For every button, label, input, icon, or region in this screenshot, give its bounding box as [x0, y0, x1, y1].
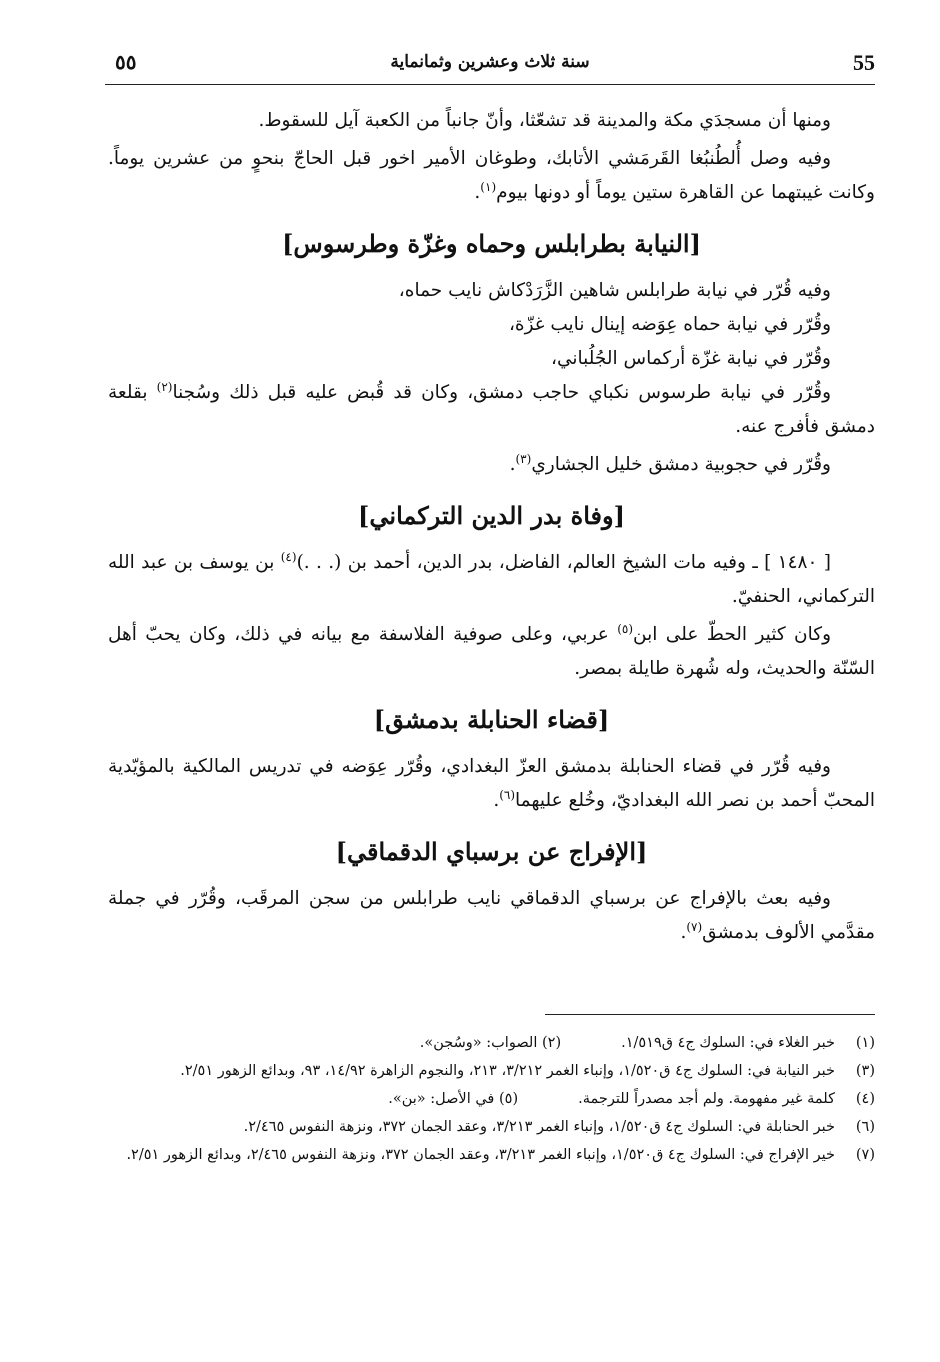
footnote-6: (٦) خبر الحنابلة في: السلوك ج٤ ق١/٥٢٠، وإنباء الغمر ٣/٢١٣، وعقد الجمان ٣٧٢، ونزهة النفوس ٢/٤٦٥.: [243, 1119, 875, 1135]
footnote-ref-7: (٧): [686, 919, 703, 934]
footnote-ref-2: (٢): [156, 379, 173, 394]
footnote-ref-4: (٤): [280, 549, 297, 564]
paragraph-mosques: ومنها أن مسجدَي مكة والمدينة قد تشعّثا، وأنّ جانباً من الكعبة آيل للسقوط.: [258, 110, 831, 131]
footnote-1-2: (١) خبر الغلاء في: السلوك ج٤ ق١/٥١٩.(٢) الصواب: «وسُجن».: [419, 1035, 875, 1051]
running-head-title: سنة ثلاث وعشرين وثمانماية: [390, 52, 590, 72]
running-head: [105, 44, 875, 85]
section-heading-governorships: [النيابة بطرابلس وحماه وغزّة وطرسوس]: [282, 229, 701, 258]
paragraph-release: وفيه بعث بالإفراج عن برسباي الدقماقي نايب طرابلس من سجن المرقَب، وقُرّر في جملة مقدَّمي الألوف بدمشق$^{(٧)}$.: [108, 888, 875, 943]
footnote-divider: [545, 1014, 875, 1015]
section-heading-hanbali-judgeship: [قضاء الحنابلة بدمشق]: [373, 705, 610, 734]
footnote-ref-3: (٣): [515, 451, 532, 466]
line-tarsus: وقُرّر في نيابة طرسوس نكباي حاجب دمشق، وكان قد قُبض عليه قبل ذلك وسُجنا$^{(٢)}$ بقلعة دمشق فأفرج عنه.: [108, 379, 875, 437]
footnotes: [108, 1014, 875, 1169]
line-damascus-chamberlain: وقُرّر في حجوبية دمشق خليل الجشاري$^{(٣)}$.: [509, 451, 831, 475]
paragraph-arrival: وفيه وصل أُلطُنبُغا القَرمَشي الأتابك، وطوغان الأمير اخور قبل الحاجّ بنحوٍ من عشرين يوماً. وكانت غيبتهما عن القاهرة ستين يوماً أو دونها بيوم$^{(١)}$.: [108, 148, 875, 203]
line-tripoli: وفيه قُرّر في نيابة طرابلس شاهين الزَّرَدْكاش نايب حماه،: [398, 280, 831, 301]
section-heading-death-badr: [وفاة بدر الدين التركماني]: [358, 501, 625, 530]
line-gaza: وقُرّر في نيابة غزّة أركماس الجُلُباني،: [551, 348, 831, 369]
section-heading-release-barsbay: [الإفراج عن برسباي الدقماقي]: [335, 837, 648, 866]
footnote-7: (٧) خير الإفراج في: السلوك ج٤ ق١/٥٢٠، وإنباء الغمر ٣/٢١٣، وعقد الجمان ٣٧٢، ونزهة النفوس ٢/٤٦٥، وبدائع الزهور ٢/٥١.: [126, 1147, 875, 1163]
paragraph-obituary-2: وكان كثير الحطّ على ابن$^{(٥)}$ عربي، وعلى صوفية الفلاسفة مع بيانه في ذلك، وكان يحبّ أهل السّنّة والحديث، وله شُهرة طايلة بمصر.: [108, 621, 875, 679]
footnote-ref-6: (٦): [499, 787, 516, 802]
footnote-ref-1: (١): [480, 179, 497, 194]
footnote-3: (٣) خبر النيابة في: السلوك ج٤ ق١/٥٢٠، وإنباء الغمر ٣/٢١٢، ٢١٣، والنجوم الزاهرة ١٤/٩٢، ٩٣، وبدائع الزهور ٢/٥١.: [180, 1063, 875, 1079]
paragraph-obituary: [ ١٤٨٠ ] ـ وفيه مات الشيخ العالم، الفاضل، بدر الدين، أحمد بن (. . .)$^{(٤)}$ بن يوسف بن عبد الله التركماني، الحنفيّ.: [108, 549, 875, 607]
page-number-latin: 55: [853, 50, 875, 75]
main-text: [108, 104, 875, 954]
paragraph-hanbali: وفيه قُرّر في قضاء الحنابلة بدمشق العزّ البغدادي، وقُرّر عِوَضه في تدريس المالكية بالمؤيّدية المحبّ أحمد بن نصر الله البغداديّ، وخُلع عليهما$^{(٦)}$.: [108, 756, 875, 811]
page-number-arabic: ٥٥: [115, 50, 137, 74]
footnote-ref-5: (٥): [617, 621, 634, 636]
line-hama: وقُرّر في نيابة حماه عِوَضه إينال نايب غزّة،: [508, 314, 831, 335]
footnote-4-5: (٤) كلمة غير مفهومة. ولم أجد مصدراً للترجمة.(٥) في الأصل: «بن».: [388, 1091, 875, 1107]
